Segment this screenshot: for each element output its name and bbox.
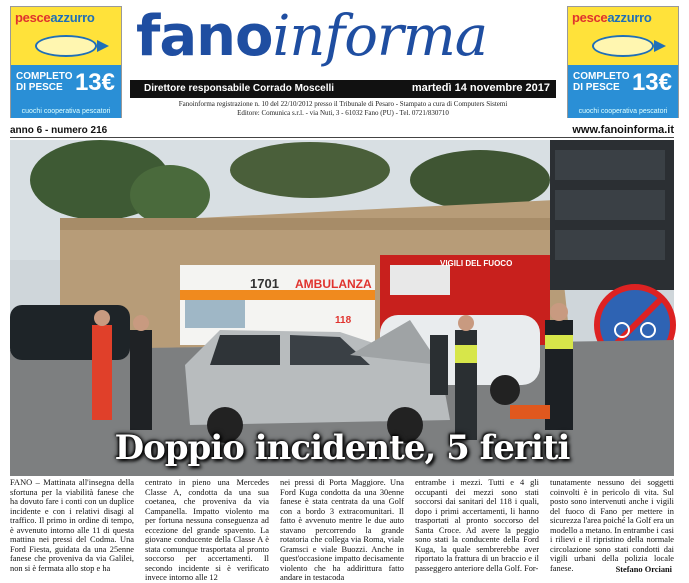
ad-offer (568, 65, 678, 107)
ad-brand: pesceazzurro (11, 7, 121, 29)
ambulance-label: AMBULANZA (295, 277, 372, 291)
firetruck-label: VIGILI DEL FUOCO (440, 259, 513, 268)
ad-left[interactable] (10, 6, 122, 118)
accident-scene-illustration (10, 140, 674, 476)
article-column-5 (550, 478, 674, 574)
registration-info (130, 100, 556, 118)
article-paragraph: centrato in pieno una Mercedes Classe A, condotta da una sua coetanea, che proveniva da via Campanella. Impatto violento ma per fortuna nessuna conseguenza ad eccezione del grande spavento. La giovane conducente della Classe A è stata comunque trasportata al pronto soccorso per accertamenti. Il secondo incidente si è verificato invece intorno alle 12 (145, 478, 269, 582)
news-photo (10, 140, 674, 476)
ad-offer-text: COMPLETO DI PESCE (16, 71, 73, 93)
article-column-2 (145, 478, 269, 582)
article-column-3 (280, 478, 404, 582)
ad-offer-text: COMPLETO DI PESCE (573, 71, 630, 93)
article-paragraph: tunatamente nessuno dei soggetti coinvolti è in pericolo di vita. Sul posto sono intervenuti anche i vigili del fuoco di Fano per mettere in sicurezza l'area poiché la Golf era un modello a metano. In entrambe i casi i rilievi e il ripristino della normale circolazione sono stati condotti dai vigili urbani della polizia locale fanese. (550, 478, 674, 573)
fish-icon (11, 29, 121, 65)
issue-number: anno 6 - numero 216 (10, 125, 108, 136)
ad-brand: pesceazzurro (568, 7, 678, 29)
article-body (10, 478, 674, 582)
ambulance-number: 1701 (250, 276, 279, 291)
article-author: Stefano Orciani (615, 564, 672, 574)
ad-right[interactable] (567, 6, 679, 118)
article-headline[interactable]: Doppio incidente, 5 feriti (114, 428, 570, 468)
issue-date: martedì 14 novembre 2017 (411, 82, 550, 94)
masthead (130, 4, 560, 74)
ad-price: 13€ (74, 69, 115, 96)
registration-line: Fanoinforma registrazione n. 10 del 22/10/2012 presso il Tribunale di Pesaro - Stampato a cura di Computers Sistemi (178, 100, 508, 108)
article-paragraph: entrambe i mezzi. Tutti e 4 gli occupanti dei mezzi sono stati soccorsi dai sanitari del 118 i quali, dopo i primi accertamenti, li hanno trasportati al pronto soccorso del Santa Croce. Ad avere la peggio sono stati la conducente della Ford Kuga, la quale sembrerebbe aver riportato la frattura di un braccio e il passeggero anteriore della Golf. For- (415, 478, 539, 573)
issue-bar (10, 124, 674, 138)
article-column-4 (415, 478, 539, 574)
fish-icon (568, 29, 678, 65)
ad-price: 13€ (631, 69, 672, 96)
site-logo[interactable]: fanoinforma (136, 4, 488, 69)
info-bar (130, 80, 556, 98)
publisher-line: Editore: Comunica s.r.l. - via Nuti, 3 - 61032 Fano (PU) - Tel. 0721/830710 (237, 109, 449, 117)
article-paragraph: FANO – Mattinata all'insegna della sfortuna per la viabilità fanese che ha dovuto fare i conti con un duplice incidente e con i relativi disagi al traffico. Il primo in ordine di tempo, è avvenuto intorno alle 11 di questa mattina nei pressi del Codma. Una Ford Fiesta, guidata da una 25enne fanese che proveniva da via Galilei, non si è fermata allo stop e ha (10, 478, 134, 573)
article-paragraph: nei pressi di Porta Maggiore. Una Ford Kuga condotta da una 30enne fanese è stata centrata da una Golf con a bordo 3 extracomunitari. Il fatto è avvenuto mentre le due auto stavano percorrendo la grande rotatoria che collega via Roma, viale Gramsci e viale Buozzi. Anche in quest'occasione impatto decisamente violento che ha addirittura fatto andare in testacoda (280, 478, 404, 582)
ambulance-code: 118 (335, 315, 352, 326)
website-link[interactable]: www.fanoinforma.it (572, 124, 674, 136)
ad-coop: cuochi cooperativa pescatori (11, 107, 121, 118)
ad-offer (11, 65, 121, 107)
ad-coop: cuochi cooperativa pescatori (568, 107, 678, 118)
director-credit: Direttore responsabile Corrado Moscelli (144, 83, 335, 94)
article-column-1 (10, 478, 134, 574)
